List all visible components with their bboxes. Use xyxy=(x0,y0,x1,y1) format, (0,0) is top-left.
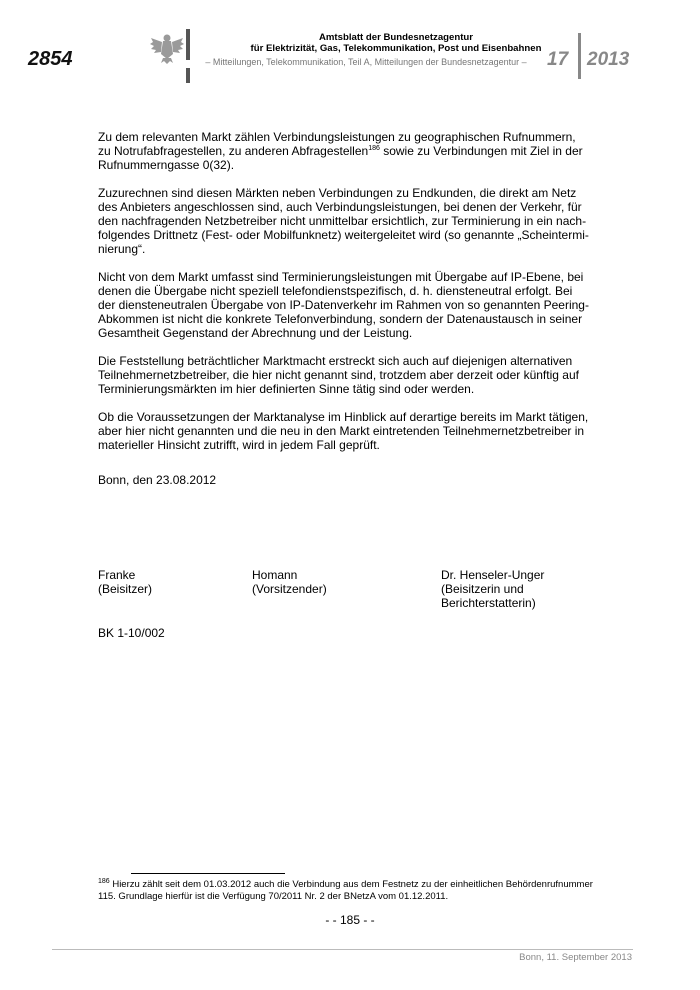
paragraph-3: Nicht von dem Markt umfasst sind Terminierungsleistungen mit Übergabe auf IP-Ebene, bei denen die Übergabe nicht speziell telefondienstspezifisch, d. h. diensteneutral erfolgt. Bei der diensteneutralen Übergabe von IP-Datenverkehr im Rahmen von so genannten Peering-Abkommen ist nicht die konkrete Telefonverbindung, sondern der Datenaustausch in seiner Gesamtheit Gegenstand der Abrechnung und der Leistung. xyxy=(98,270,589,340)
page-number: 2854 xyxy=(28,48,73,70)
footnote xyxy=(98,879,598,903)
issue-year: 2013 xyxy=(587,49,630,70)
issue-number: 17 xyxy=(547,49,569,70)
signatory-name: Franke xyxy=(98,568,136,582)
case-reference: BK 1-10/002 xyxy=(98,626,165,640)
publication-title-line2: für Elektrizität, Gas, Telekommunikation, Post und Eisenbahnen xyxy=(250,43,542,54)
header-divider-gap xyxy=(186,60,190,68)
publication-title xyxy=(196,32,596,54)
footer-rule xyxy=(52,949,633,950)
footer-date: Bonn, 11. September 2013 xyxy=(519,952,632,963)
inner-page-number: - - 185 - - xyxy=(325,913,375,927)
signatory-name: Dr. Henseler-Unger xyxy=(441,568,545,582)
footnote-rule xyxy=(131,873,285,874)
signatory-role-line2: Berichterstatterin) xyxy=(441,596,536,610)
issue-divider xyxy=(578,33,581,79)
signatory-name: Homann xyxy=(252,568,298,582)
publication-title-line1: Amtsblatt der Bundesnetzagentur xyxy=(318,32,474,43)
paragraph-1-text-a: Zu dem relevanten Markt zählen Verbindungsleistungen zu geographischen Rufnummern, zu Notrufabfragestellen, zu anderen Abfragestellen xyxy=(98,130,576,158)
signatory-3 xyxy=(441,568,544,610)
dateline: Bonn, den 23.08.2012 xyxy=(98,473,217,487)
document-body xyxy=(98,130,590,466)
publication-subtitle: – Mitteilungen, Telekommunikation, Teil A, Mitteilungen der Bundesnetzagentur – xyxy=(205,57,527,67)
header-divider xyxy=(186,29,190,83)
signatory-role: (Vorsitzender) xyxy=(252,582,327,596)
paragraph-4: Die Feststellung beträchtlicher Marktmacht erstreckt sich auch auf diejenigen alternativen Teilnehmernetzbetreiber, die hier nicht genannt sind, trotzdem aber derzeit oder künftig auf Terminierungsmärkten im hier definierten Sinne tätig sind oder werden. xyxy=(98,354,579,396)
signatory-2 xyxy=(252,568,327,596)
footnote-number: 186 xyxy=(98,877,110,885)
signatory-1 xyxy=(98,568,152,596)
paragraph-1 xyxy=(98,130,590,172)
paragraph-5: Ob die Voraussetzungen der Marktanalyse im Hinblick auf derartige bereits im Markt tätigen, aber hier nicht genannten und die neu in den Markt eintretenden Teilnehmernetzbetreiber in materieller Hinsicht zutrifft, wird in jedem Fall geprüft. xyxy=(98,410,589,452)
federal-eagle-icon xyxy=(150,32,184,64)
footnote-reference: 186 xyxy=(368,145,380,152)
page-header xyxy=(0,0,700,90)
paragraph-2: Zuzurechnen sind diesen Märkten neben Verbindungen zu Endkunden, die direkt am Netz des Anbieters angeschlossen sind, auch Verbindungsleistungen, bei denen der Verkehr, für den nachfragenden Netzbetreiber nicht unmittelbar ersichtlich, zur Terminierung in ein nachfolgendes Drittnetz (Fest- oder Mobilfunknetz) weitergeleitet wird (so genannte „Scheinterminierung“. xyxy=(98,186,589,256)
signatory-role: (Beisitzer) xyxy=(98,582,153,596)
paragraph-1-text-b: sowie zu Verbindungen mit Ziel in der Rufnummerngasse 0(32). xyxy=(98,144,583,172)
footnote-text: Hierzu zählt seit dem 01.03.2012 auch die Verbindung aus dem Festnetz zu der einheitlichen Behördenrufnummer 115. Grundlage hierfür ist die Verfügung 70/2011 Nr. 2 der BNetzA vom 01.12.2011. xyxy=(98,879,593,902)
signatory-role: (Beisitzerin und xyxy=(441,582,524,596)
